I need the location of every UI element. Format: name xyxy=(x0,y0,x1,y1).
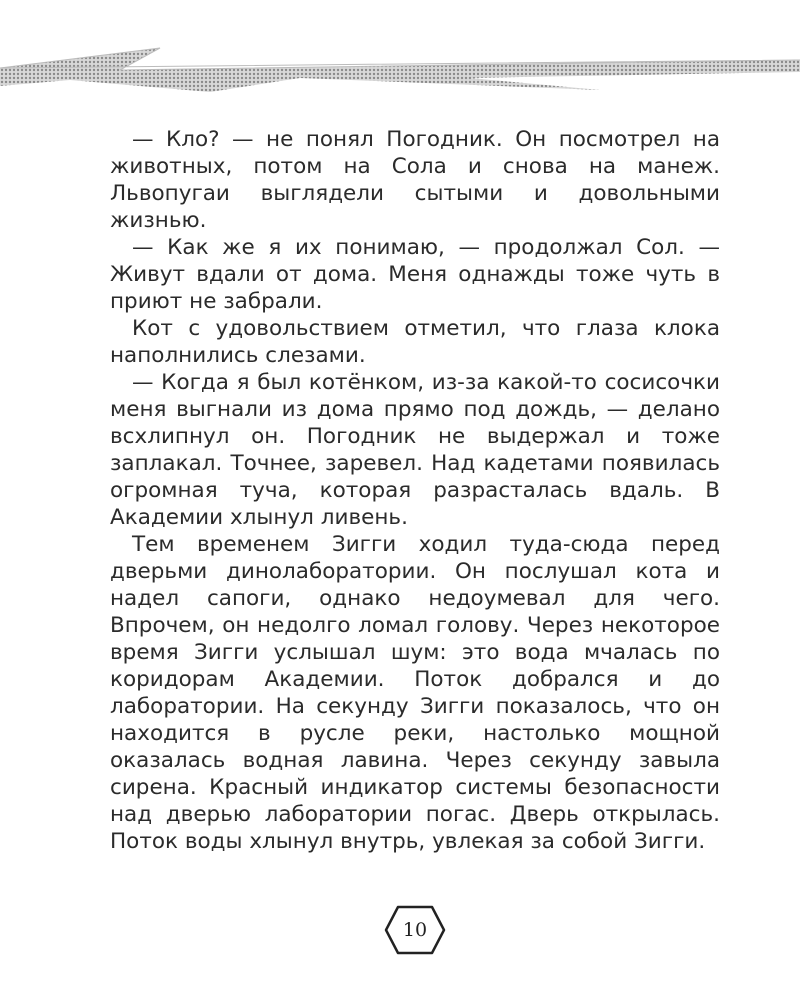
page-number-badge xyxy=(384,905,446,955)
paragraph: Кот с удовольствием отметил, что глаза клока наполнились слезами. xyxy=(110,316,720,368)
page-number: 10 xyxy=(402,919,428,941)
paragraph: — Как же я их понимаю, — продолжал Сол. — Живут вдали от дома. Меня однажды тоже чуть в приют не забрали. xyxy=(110,235,720,314)
paragraph: — Когда я был котёнком, из-за какой-то сосисочки меня выгнали из дома прямо под дождь, — делано всхлипнул он. Погодник не выдержал и тоже заплакал. Точнее, заревел. Над кадетами появилась огромная туча, которая разрасталась вдаль. В Академии хлынул ливень. xyxy=(110,370,720,530)
decorative-zigzag-border xyxy=(0,40,800,100)
paragraph: — Кло? — не понял Погодник. Он посмотрел на животных, потом на Сола и снова на манеж. Львопугаи выглядели сытыми и довольными жизнью. xyxy=(110,127,720,233)
paragraph: Тем временем Зигги ходил туда-сюда перед дверьми динолаборатории. Он послушал кота и надел сапоги, однако недоумевал для чего. Впрочем, он недолго ломал голову. Через некоторое время Зигги услышал шум: это вода мчалась по коридорам Академии. Поток добрался и до лаборатории. На секунду Зигги показалось, что он находится в русле реки, настолько мощной оказалась водная лавина. Через секунду завыла сирена. Красный индикатор системы безопасности над дверью лаборатории погас. Дверь открылась. Поток воды хлынул внутрь, увлекая за собой Зигги. xyxy=(110,532,720,854)
body-text xyxy=(110,126,720,855)
